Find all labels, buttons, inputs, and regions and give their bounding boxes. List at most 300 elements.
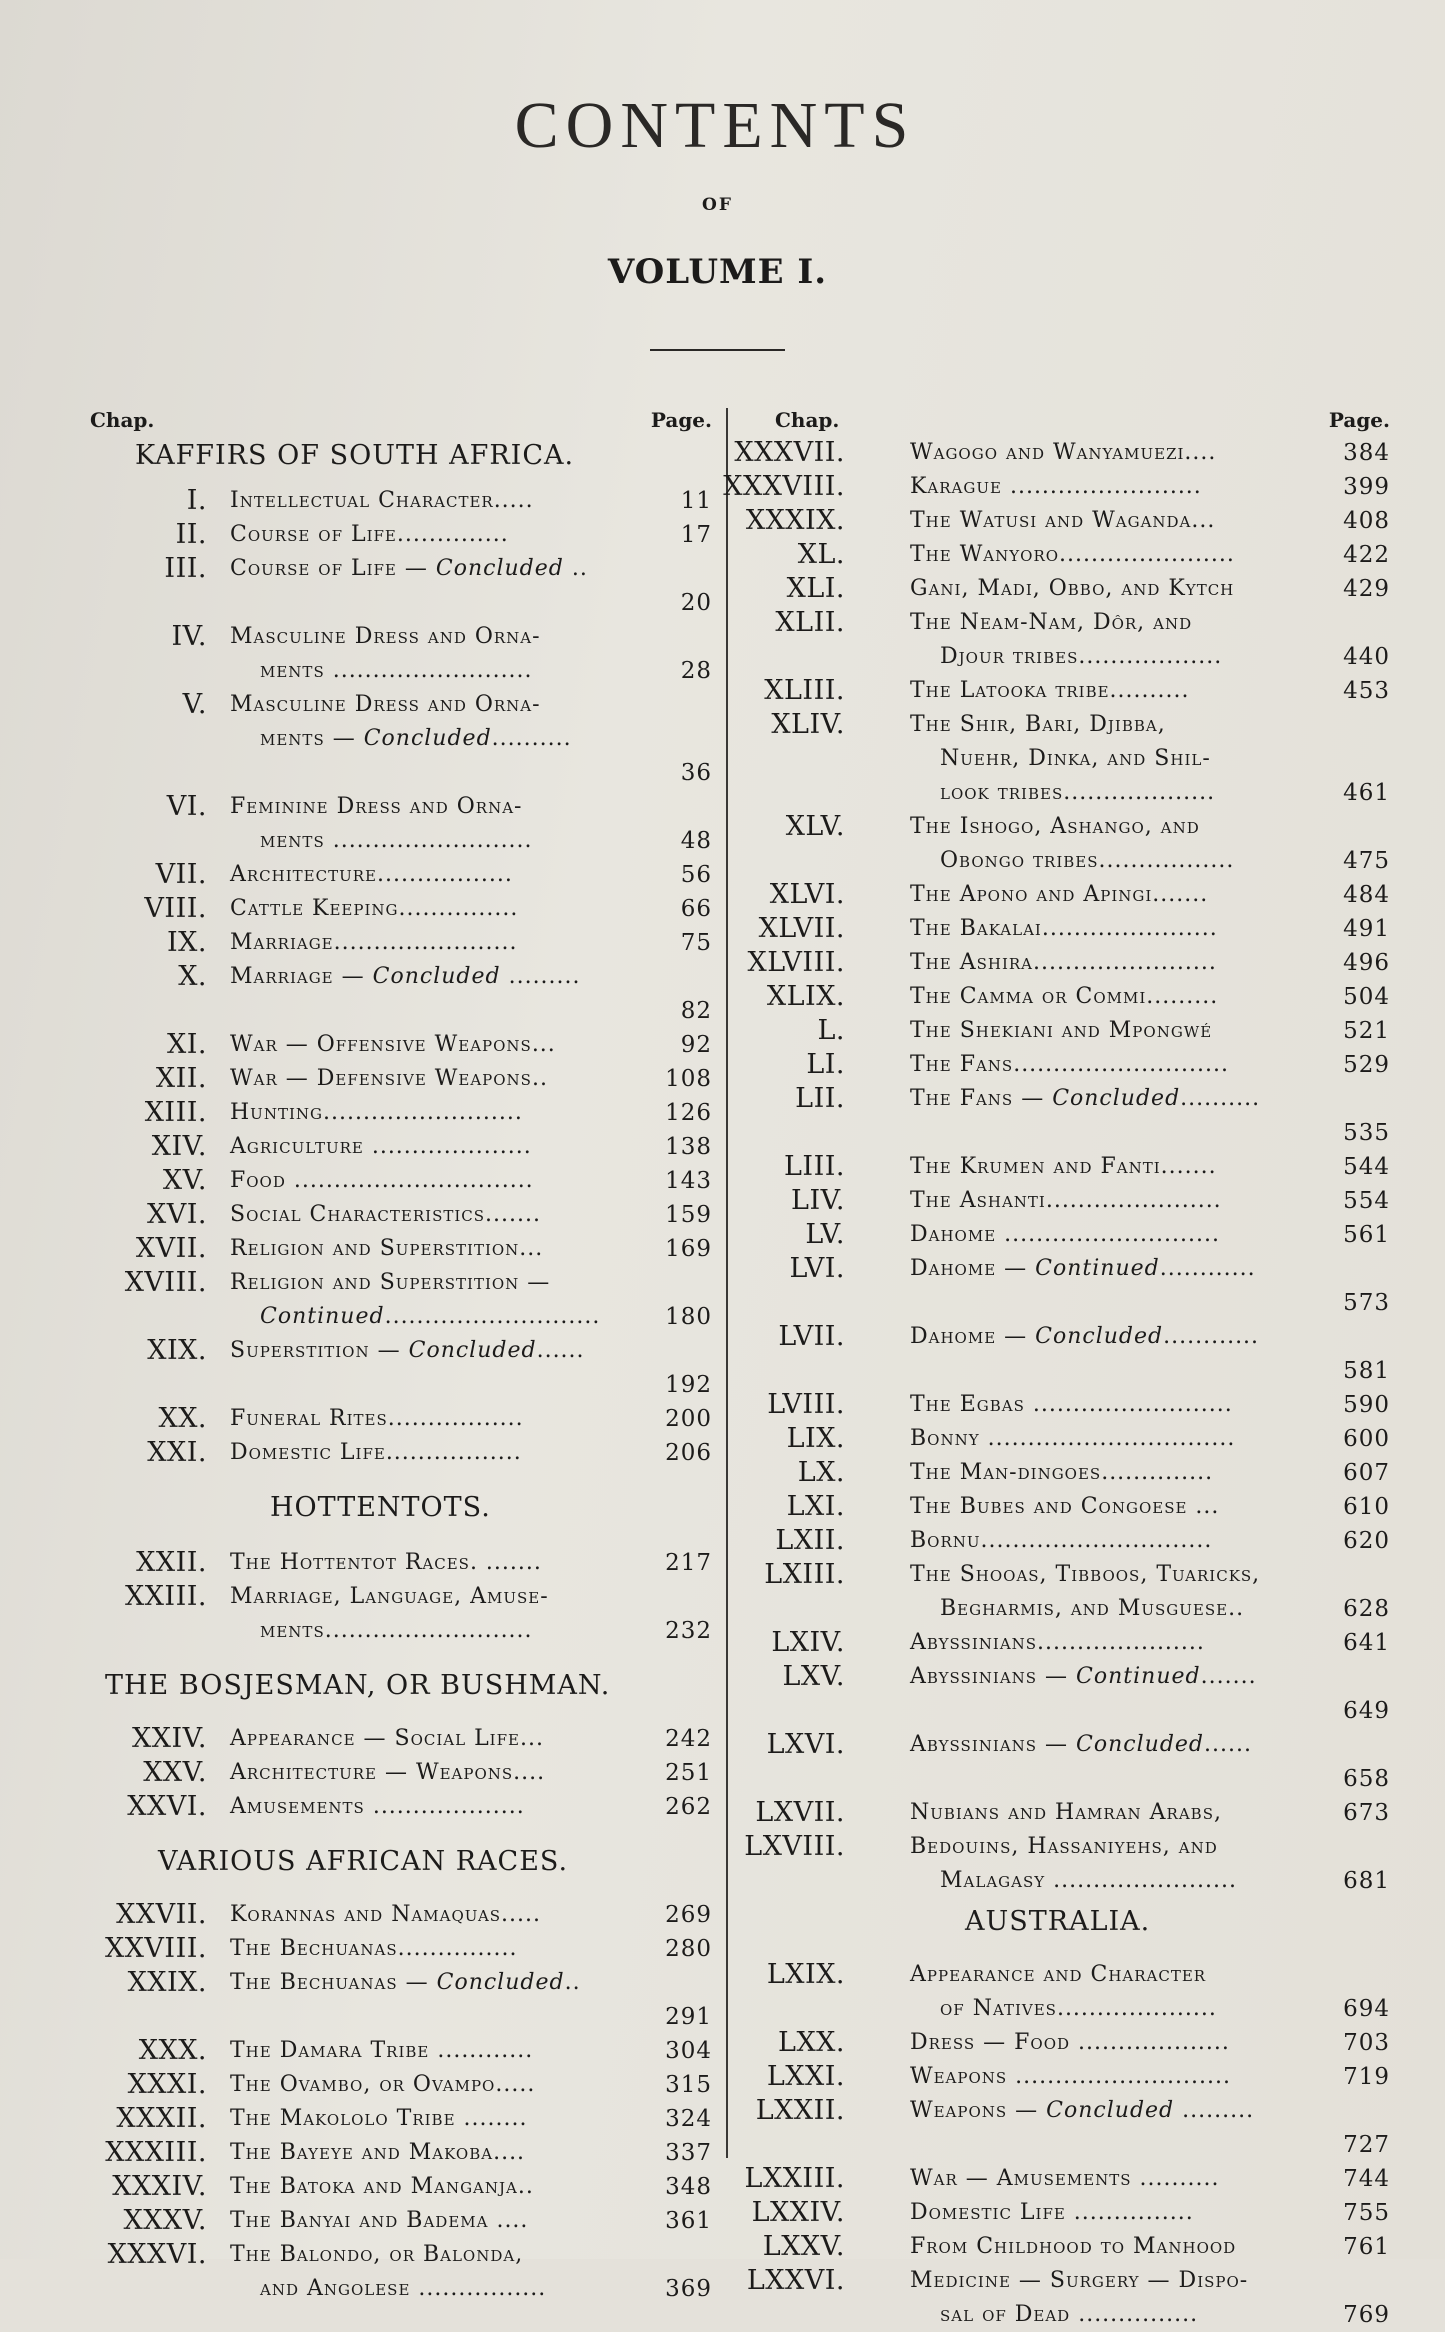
page-number: 138 — [665, 1134, 712, 1160]
chapter-title-italic: Concluded — [435, 556, 564, 581]
page-number: 269 — [665, 1902, 712, 1928]
page-number: 649 — [1343, 1698, 1390, 1724]
volume-title: VOLUME I. — [607, 252, 828, 292]
toc-entry — [740, 810, 1390, 878]
page-number: 369 — [665, 2276, 712, 2302]
chapter-title-text: The Fans........................... — [910, 1052, 1230, 1077]
page-number: 17 — [680, 522, 712, 548]
chapter-title-text: The Banyai and Badema .... — [230, 2208, 529, 2233]
chapter-title-text: The Fans — — [910, 1086, 1053, 1111]
chapter-number: XI. — [167, 1029, 207, 1060]
chapter-title — [910, 2196, 1194, 2230]
chapter-number: XIV. — [151, 1131, 207, 1162]
chapter-title — [910, 980, 1218, 1014]
chapter-title-continued — [940, 1864, 1237, 1898]
toc-entry — [90, 1756, 712, 1790]
chapter-title-dots: ....... — [1200, 1664, 1257, 1689]
chapter-title-continued — [940, 2298, 1198, 2332]
chapter-title-text: The Bakalai...................... — [910, 916, 1218, 941]
page-number: 242 — [665, 1726, 712, 1752]
chap-label: Chap. — [90, 408, 155, 432]
page-number: 727 — [1343, 2132, 1390, 2158]
chapter-title-text: Djour tribes.................. — [940, 644, 1223, 669]
page-number: 48 — [680, 828, 712, 854]
chapter-title-dots: .. — [564, 1970, 581, 1995]
toc-entry — [740, 572, 1390, 606]
chapter-title-text: Bedouins, Hassaniyehs, and — [910, 1834, 1218, 1859]
chapter-title-continued — [940, 844, 1234, 878]
chapter-title-text: .......... — [491, 726, 572, 751]
chapter-number: LXIX. — [766, 1959, 845, 1990]
chapter-title-text: Food .............................. — [230, 1168, 534, 1193]
page-number: 620 — [1343, 1528, 1390, 1554]
chapter-number: XXXIII. — [105, 2137, 207, 2168]
chapter-title-text: The Shooas, Tibboos, Tuaricks, — [910, 1562, 1261, 1587]
chapter-number: XV. — [162, 1165, 207, 1196]
toc-entry — [90, 2238, 712, 2306]
chapter-title-text: The Hottentot Races. ....... — [230, 1550, 542, 1575]
chapter-title — [230, 1756, 545, 1790]
chapter-title-dots: ............ — [1163, 1324, 1260, 1349]
page-number: 126 — [665, 1100, 712, 1126]
chapter-title — [910, 2060, 1231, 2094]
page-number: 453 — [1343, 678, 1390, 704]
toc-entry — [740, 2026, 1390, 2060]
chapter-title — [230, 858, 513, 892]
chapter-title-italic: Continued — [1035, 1256, 1160, 1281]
page-number: 535 — [1343, 1120, 1390, 1146]
toc-entry — [740, 1728, 1390, 1796]
page-number: 200 — [665, 1406, 712, 1432]
page-number: 504 — [1343, 984, 1390, 1010]
toc-entry — [90, 518, 712, 552]
chapter-title — [910, 1558, 1260, 1592]
chapter-title-text: Religion and Superstition — — [230, 1270, 551, 1295]
toc-entry — [740, 980, 1390, 1014]
chapter-title-italic: Concluded — [408, 1338, 537, 1363]
page-number: 92 — [680, 1032, 712, 1058]
chapter-title-text: Agriculture .................... — [230, 1134, 532, 1159]
page-number: 607 — [1343, 1460, 1390, 1486]
chapter-title — [230, 1198, 541, 1232]
page-number: 761 — [1343, 2234, 1390, 2260]
chapter-number: LXX. — [778, 2027, 845, 2058]
chapter-title-continued — [260, 722, 572, 756]
toc-entry — [740, 2162, 1390, 2196]
chapter-number: LVI. — [789, 1253, 845, 1284]
chapter-title-text: Bornu............................. — [910, 1528, 1213, 1553]
toc-entry — [90, 1966, 712, 2034]
chapter-title-text: Domestic Life ............... — [910, 2200, 1194, 2225]
toc-entry — [740, 1524, 1390, 1558]
toc-entry — [90, 2068, 712, 2102]
chapter-title-text: and Angolese ................ — [260, 2276, 547, 2301]
chapter-title — [230, 2204, 528, 2238]
chapter-number: LVII. — [778, 1321, 845, 1352]
toc-entry — [90, 1028, 712, 1062]
chapter-number: LXVII. — [755, 1797, 845, 1828]
chapter-title-dots: .......... — [1180, 1086, 1261, 1111]
chapter-title — [910, 1150, 1217, 1184]
toc-entry — [90, 1580, 712, 1648]
chapter-title — [910, 1388, 1233, 1422]
page-title: CONTENTS — [514, 89, 916, 162]
chapter-title — [910, 2094, 1254, 2128]
chapter-title — [910, 912, 1218, 946]
chapter-number: XXXVII. — [734, 437, 845, 468]
chapter-title — [910, 1422, 1235, 1456]
chapter-title — [230, 926, 517, 960]
page-number: 399 — [1343, 474, 1390, 500]
chapter-title-text: Weapons — — [910, 2098, 1047, 2123]
page-number: 673 — [1343, 1800, 1390, 1826]
toc-entry — [90, 892, 712, 926]
page-number: 440 — [1343, 644, 1390, 670]
chapter-number: XXXV. — [123, 2205, 207, 2236]
toc-entry — [740, 504, 1390, 538]
toc-entry — [90, 1898, 712, 1932]
page-number: 324 — [665, 2106, 712, 2132]
chapter-title — [230, 1546, 542, 1580]
chapter-title-text: War — Defensive Weapons.. — [230, 1066, 548, 1091]
chapter-number: LIII. — [783, 1151, 845, 1182]
page-number: 600 — [1343, 1426, 1390, 1452]
chapter-number: XXIV. — [132, 1723, 207, 1754]
section-kaffirs: KAFFIRS OF SOUTH AFRICA. — [135, 440, 575, 471]
chapter-number: LXI. — [786, 1491, 845, 1522]
chapter-title-text: Architecture — Weapons.... — [230, 1760, 546, 1785]
toc-entry — [90, 1790, 712, 1824]
chapter-number: XXIII. — [124, 1581, 207, 1612]
chapter-title-text: Medicine — Surgery — Dispo- — [910, 2268, 1249, 2293]
page-number: 75 — [680, 930, 712, 956]
toc-entry — [740, 912, 1390, 946]
chapter-number: LXVIII. — [744, 1831, 845, 1862]
chapter-number: LXIV. — [771, 1627, 845, 1658]
toc-entry — [90, 1164, 712, 1198]
column-divider — [726, 408, 728, 2158]
page-number: 544 — [1343, 1154, 1390, 1180]
chapter-title-continued — [260, 1614, 533, 1648]
chapter-number: LX. — [797, 1457, 845, 1488]
toc-entry — [740, 1320, 1390, 1388]
toc-entry — [740, 674, 1390, 708]
chapter-title — [230, 2068, 535, 2102]
chapter-title-text: Masculine Dress and Orna- — [230, 624, 541, 649]
title-of: OF — [702, 195, 733, 215]
page-number: 251 — [665, 1760, 712, 1786]
chapter-title-text: Gani, Madi, Obbo, and Kytch — [910, 576, 1235, 601]
chapter-number: XIX. — [147, 1335, 207, 1366]
toc-entry — [90, 1130, 712, 1164]
toc-entry — [90, 1334, 712, 1402]
chapter-title-text: Abyssinians — — [910, 1732, 1077, 1757]
chapter-title — [910, 470, 1202, 504]
chapter-title — [910, 2162, 1219, 2196]
section-heading: AUSTRALIA. — [965, 1906, 1151, 1937]
page-number: 348 — [665, 2174, 712, 2200]
chapter-number: XLVI. — [769, 879, 845, 910]
chapter-title — [910, 1728, 1252, 1762]
toc-entry — [740, 1958, 1390, 2026]
chapter-title — [230, 2102, 527, 2136]
chapter-number: IV. — [171, 621, 207, 652]
toc-entry — [90, 688, 712, 790]
toc-entry — [90, 1062, 712, 1096]
toc-entry — [90, 2204, 712, 2238]
chapter-number: LII. — [795, 1083, 845, 1114]
chapter-number: LXXI. — [766, 2061, 845, 2092]
page-number: 755 — [1343, 2200, 1390, 2226]
page-number: 28 — [680, 658, 712, 684]
toc-entry — [740, 606, 1390, 674]
chapter-title — [230, 1790, 525, 1824]
chapter-title-text: Dahome — — [910, 1324, 1036, 1349]
chapter-number: VIII. — [144, 893, 207, 924]
chapter-number: LIX. — [786, 1423, 845, 1454]
chapter-title — [910, 2264, 1248, 2298]
chapter-title-text: The Bayeye and Makoba.... — [230, 2140, 526, 2165]
chapter-title — [230, 552, 588, 586]
chapter-title — [910, 572, 1234, 606]
chapter-number: XLII. — [775, 607, 845, 638]
page-number: 143 — [665, 1168, 712, 1194]
chapter-number: XXXI. — [127, 2069, 207, 2100]
chapter-title-continued — [260, 654, 533, 688]
chapter-number: LXVI. — [766, 1729, 845, 1760]
chapter-title — [230, 1334, 585, 1368]
chapter-title — [230, 1028, 556, 1062]
chapter-number: LXV. — [782, 1661, 845, 1692]
chapter-number: LXXIII. — [744, 2163, 845, 2194]
chapter-title-text: Domestic Life................. — [230, 1440, 522, 1465]
page-number: 561 — [1343, 1222, 1390, 1248]
chapter-title-text: Begharmis, and Musguese.. — [940, 1596, 1245, 1621]
chapter-title — [230, 1580, 549, 1614]
chapter-title-text: The Makololo Tribe ........ — [230, 2106, 528, 2131]
toc-entry — [90, 1722, 712, 1756]
chapter-number: XXXIV. — [112, 2171, 207, 2202]
page-number: 169 — [665, 1236, 712, 1262]
toc-entry — [740, 538, 1390, 572]
page-number: 628 — [1343, 1596, 1390, 1622]
chapter-number: XXX. — [138, 2035, 207, 2066]
chapter-title-continued — [940, 1992, 1217, 2026]
page-number: 681 — [1343, 1868, 1390, 1894]
chap-label-right: Chap. — [775, 408, 840, 432]
page-number: 232 — [665, 1618, 712, 1644]
chapter-title-text: Cattle Keeping............... — [230, 896, 519, 921]
chapter-title — [230, 1722, 544, 1756]
chapter-title — [910, 1014, 1212, 1048]
chapter-title-text: Appearance — Social Life... — [230, 1726, 544, 1751]
page-number: 590 — [1343, 1392, 1390, 1418]
chapter-number: XXIX. — [127, 1967, 207, 1998]
page-number: 66 — [680, 896, 712, 922]
toc-entry — [90, 620, 712, 688]
chapter-title — [910, 436, 1216, 470]
chapter-title — [910, 1456, 1213, 1490]
page-number: 304 — [665, 2038, 712, 2064]
chapter-title — [230, 688, 541, 722]
page-number: 159 — [665, 1202, 712, 1228]
page-number: 496 — [1343, 950, 1390, 976]
chapter-title-text: Abyssinians..................... — [910, 1630, 1205, 1655]
chapter-title-text: Feminine Dress and Orna- — [230, 794, 523, 819]
page-number: 769 — [1343, 2302, 1390, 2328]
chapter-title — [910, 946, 1217, 980]
page-number: 703 — [1343, 2030, 1390, 2056]
chapter-title — [230, 2238, 523, 2272]
chapter-title-text: Bonny ............................... — [910, 1426, 1236, 1451]
section-heading: THE BOSJESMAN, OR BUSHMAN. — [105, 1670, 611, 1701]
chapter-title-continued — [260, 824, 533, 858]
toc-entry — [740, 1660, 1390, 1728]
chapter-title-text: Course of Life — — [230, 556, 436, 581]
chapter-title-text: The Ishogo, Ashango, and — [910, 814, 1200, 839]
toc-entry — [723, 470, 1390, 504]
chapter-number: V. — [182, 689, 207, 720]
page-number: 217 — [665, 1550, 712, 1576]
chapter-title-text: Funeral Rites................. — [230, 1406, 524, 1431]
toc-entry — [90, 552, 712, 620]
page-number: 658 — [1343, 1766, 1390, 1792]
section-heading: HOTTENTOTS. — [270, 1492, 491, 1523]
chapter-title-text: The Bechuanas — — [230, 1970, 437, 1995]
chapter-title — [910, 1626, 1205, 1660]
toc-entry — [90, 2170, 712, 2204]
chapter-number: XXII. — [136, 1547, 207, 1578]
toc-entry — [90, 1436, 712, 1470]
chapter-title-continued — [940, 776, 1215, 810]
chapter-title-text: Marriage — — [230, 964, 373, 989]
chapter-title-italic: Concluded — [1076, 1732, 1205, 1757]
toc-entry — [90, 1266, 712, 1334]
chapter-title-text: Course of Life.............. — [230, 522, 509, 547]
page-number: 206 — [665, 1440, 712, 1466]
toc-entry — [740, 1252, 1390, 1320]
toc-entry — [740, 1456, 1390, 1490]
chapter-title-text: The Balondo, or Balonda, — [230, 2242, 524, 2267]
page-number: 20 — [680, 590, 712, 616]
page-number: 581 — [1343, 1358, 1390, 1384]
chapter-number: XIII. — [144, 1097, 207, 1128]
chapter-title-text: The Camma or Commi......... — [910, 984, 1219, 1009]
chapter-title — [230, 1232, 543, 1266]
toc-entry — [740, 1626, 1390, 1660]
chapter-title-text: ments ......................... — [260, 658, 533, 683]
chapter-number: LIV. — [791, 1185, 845, 1216]
page-label: Page. — [650, 408, 712, 432]
toc-entry — [740, 2196, 1390, 2230]
chapter-title-text: Obongo tribes................. — [940, 848, 1235, 873]
chapter-title-text: Marriage, Language, Amuse- — [230, 1584, 549, 1609]
chapter-number: XXXVIII. — [723, 471, 845, 502]
page-number: 108 — [665, 1066, 712, 1092]
toc-entry — [90, 1096, 712, 1130]
chapter-title-text: The Damara Tribe ............ — [230, 2038, 534, 2063]
toc-entry — [740, 2094, 1390, 2162]
chapter-number: XLIII. — [764, 675, 845, 706]
chapter-title — [910, 1830, 1218, 1864]
page-number: 291 — [665, 2004, 712, 2030]
chapter-number: XXXVI. — [107, 2239, 207, 2270]
right-column — [723, 408, 1390, 2332]
chapter-number: VI. — [166, 791, 207, 822]
chapter-title-text: From Childhood to Manhood — [910, 2234, 1237, 2259]
page-number: 641 — [1343, 1630, 1390, 1656]
chapter-title-text: sal of Dead ............... — [940, 2302, 1199, 2327]
chapter-title-text: The Latooka tribe.......... — [910, 678, 1190, 703]
chapter-title-text: Masculine Dress and Orna- — [230, 692, 541, 717]
chapter-title-text: The Neam-Nam, Dôr, and — [910, 610, 1193, 635]
page-number: 429 — [1343, 576, 1390, 602]
chapter-title-text: Weapons ........................... — [910, 2064, 1231, 2089]
toc-entry — [90, 1402, 712, 1436]
chapter-title — [910, 1218, 1220, 1252]
chapter-title — [910, 810, 1200, 844]
page-number: 521 — [1343, 1018, 1390, 1044]
chapter-title-dots: ............ — [1159, 1256, 1256, 1281]
chapter-title-text: The Ashira....................... — [910, 950, 1217, 975]
chapter-title-text: The Man-dingoes.............. — [910, 1460, 1214, 1485]
toc-entry — [90, 790, 712, 858]
chapter-number: I. — [186, 485, 207, 516]
chapter-title-italic: Concluded — [1035, 1324, 1164, 1349]
chapter-title-text: Hunting......................... — [230, 1100, 523, 1125]
chapter-title-text: War — Amusements .......... — [910, 2166, 1220, 2191]
toc-entry — [740, 2264, 1390, 2332]
chapter-title-text: The Bechuanas............... — [230, 1936, 518, 1961]
chapter-title — [910, 504, 1215, 538]
page-number: 337 — [665, 2140, 712, 2166]
page-number: 408 — [1343, 508, 1390, 534]
chapter-title — [910, 1796, 1222, 1830]
chapter-title-italic: Concluded — [363, 726, 492, 751]
page-number: 610 — [1343, 1494, 1390, 1520]
chapter-title-continued — [940, 742, 1211, 776]
chapter-title-text: Religion and Superstition... — [230, 1236, 544, 1261]
page-number: 744 — [1343, 2166, 1390, 2192]
chapter-title — [230, 1062, 548, 1096]
chapter-title-text: Dahome — — [910, 1256, 1036, 1281]
chapter-title-dots: ......... — [500, 964, 581, 989]
page-number: 719 — [1343, 2064, 1390, 2090]
chapter-title-text: The Ovambo, or Ovampo..... — [230, 2072, 536, 2097]
chapter-title — [910, 878, 1208, 912]
chapter-title-italic: Concluded — [1046, 2098, 1175, 2123]
page-number: 475 — [1343, 848, 1390, 874]
chapter-title — [230, 1130, 532, 1164]
chapter-title — [230, 2136, 525, 2170]
page-number: 280 — [665, 1936, 712, 1962]
page-number: 82 — [680, 998, 712, 1024]
chapter-title-text: of Natives.................... — [940, 1996, 1217, 2021]
chapter-number: LXII. — [775, 1525, 845, 1556]
chapter-title — [230, 790, 522, 824]
chapter-title-text: The Ashanti...................... — [910, 1188, 1222, 1213]
title-rule — [650, 349, 785, 351]
toc-entry — [90, 2034, 712, 2068]
chapter-title — [230, 892, 518, 926]
section-heading: VARIOUS AFRICAN RACES. — [158, 1846, 569, 1877]
chapter-title-text: Marriage....................... — [230, 930, 518, 955]
left-column — [90, 408, 712, 2306]
chapter-title-text: look tribes................... — [940, 780, 1216, 805]
chapter-title — [910, 1660, 1257, 1694]
chapter-number: XII. — [155, 1063, 207, 1094]
chapter-title — [910, 1184, 1222, 1218]
